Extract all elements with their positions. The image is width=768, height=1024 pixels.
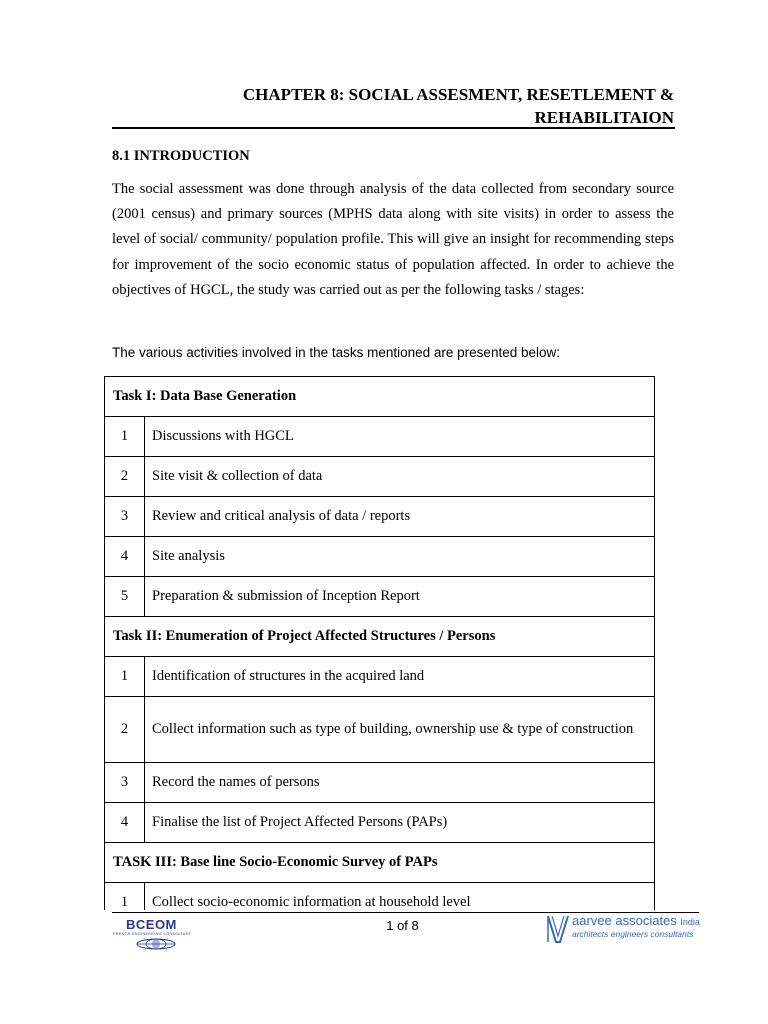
item-description: Site analysis bbox=[145, 537, 655, 577]
item-description: Identification of structures in the acquired land bbox=[145, 657, 655, 697]
item-number: 1 bbox=[105, 657, 145, 697]
item-number: 4 bbox=[105, 803, 145, 843]
item-number: 3 bbox=[105, 763, 145, 803]
table-row bbox=[105, 537, 655, 577]
item-number: 1 bbox=[105, 417, 145, 457]
aarvee-tagline: architects engineers consultants bbox=[572, 929, 694, 939]
activities-intro: The various activities involved in the tasks mentioned are presented below: bbox=[112, 345, 560, 360]
item-description: Discussions with HGCL bbox=[145, 417, 655, 457]
task-title: Task II: Enumeration of Project Affected Structures / Persons bbox=[105, 617, 655, 657]
item-description: Collect information such as type of building, ownership use & type of construction bbox=[145, 697, 655, 763]
aarvee-logo-name bbox=[572, 913, 700, 928]
chapter-title bbox=[112, 83, 674, 129]
item-description: Review and critical analysis of data / reports bbox=[145, 497, 655, 537]
table-row bbox=[105, 657, 655, 697]
section-heading: 8.1 INTRODUCTION bbox=[112, 148, 250, 164]
title-divider bbox=[112, 127, 675, 129]
task-header-row bbox=[105, 843, 655, 883]
chapter-title-line-1: CHAPTER 8: SOCIAL ASSESMENT, RESETLEMENT & bbox=[242, 85, 674, 104]
table-row bbox=[105, 457, 655, 497]
chapter-title-line-2: REHABILITAION bbox=[534, 108, 674, 127]
bceom-logo-subtitle: FRENCH ENGINEERING CONSULTANT bbox=[113, 932, 192, 936]
page-number: 1 of 8 bbox=[386, 918, 419, 933]
item-number: 5 bbox=[105, 577, 145, 617]
bceom-logo-name: BCEOM bbox=[126, 917, 177, 932]
item-number: 2 bbox=[105, 457, 145, 497]
item-description: Collect socio-economic information at household level bbox=[145, 883, 655, 923]
item-number: 1 bbox=[105, 883, 145, 923]
aarvee-country: India bbox=[680, 917, 700, 927]
item-number: 2 bbox=[105, 697, 145, 763]
item-number: 4 bbox=[105, 537, 145, 577]
table-row bbox=[105, 803, 655, 843]
item-number: 3 bbox=[105, 497, 145, 537]
item-description: Finalise the list of Project Affected Persons (PAPs) bbox=[145, 803, 655, 843]
aarvee-logo bbox=[546, 913, 698, 945]
aarvee-name-text: aarvee associates bbox=[572, 913, 677, 928]
table-row bbox=[105, 417, 655, 457]
table-row bbox=[105, 577, 655, 617]
task-title: Task I: Data Base Generation bbox=[105, 377, 655, 417]
aarvee-mark-icon bbox=[546, 913, 570, 945]
task-header-row bbox=[105, 377, 655, 417]
intro-paragraph: The social assessment was done through analysis of the data collected from secondary source (2001 census) and primary sources (MPHS data along with site visits) in order to assess the level of social/ community/ population profile. This will give an insight for recommending steps for improvement of the socio economic status of population affected. In order to achieve the objectives of HGCL, the study was carried out as per the following tasks / stages: bbox=[112, 181, 674, 298]
task-header-row bbox=[105, 617, 655, 657]
table-row bbox=[105, 497, 655, 537]
task-title: TASK III: Base line Socio-Economic Survey of PAPs bbox=[105, 843, 655, 883]
item-description: Preparation & submission of Inception Report bbox=[145, 577, 655, 617]
task-table bbox=[104, 376, 655, 923]
table-row bbox=[105, 763, 655, 803]
item-description: Record the names of persons bbox=[145, 763, 655, 803]
table-row bbox=[105, 697, 655, 763]
item-description: Site visit & collection of data bbox=[145, 457, 655, 497]
